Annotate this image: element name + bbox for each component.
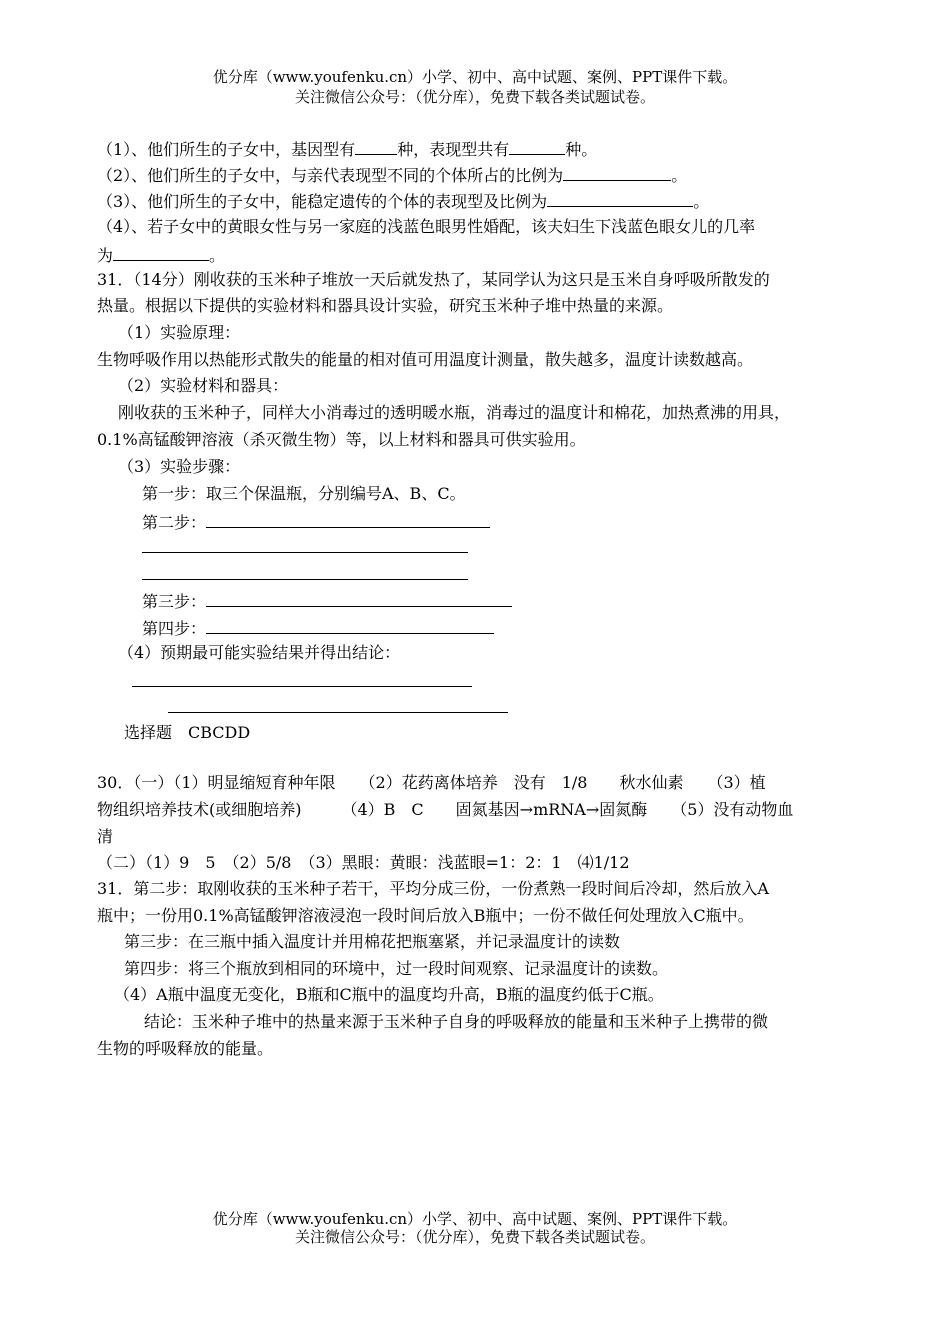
answer-blank[interactable] xyxy=(547,190,693,207)
answer-30-line-2: 物组织培养技术(或细胞培养) （4）B C 固氮基因→mRNA→固氮酶 （5）没有动物血 xyxy=(97,800,794,819)
answer-30-line-4: （二）（1）9 5 （2）5/8 （3）黑眼：黄眼：浅蓝眼=1：2：1 ⑷1/12 xyxy=(97,853,630,872)
question-1-text-b: 种，表现型共有 xyxy=(397,140,510,159)
question-2-text-a: （2）、他们所生的子女中，与亲代表现型不同的个体所占的比例为 xyxy=(97,166,564,185)
question-4-line-2 xyxy=(97,244,225,266)
question-2 xyxy=(97,164,687,186)
header-line-2: 关注微信公众号：（优分库），免费下载各类试题试卷。 xyxy=(294,88,655,106)
footer-line-1: 优分库（www.youfenku.cn）小学、初中、高中试题、案例、PPT课件下载。 xyxy=(212,1210,738,1228)
answer-31-line-3: 第三步：在三瓶中插入温度计并用棉花把瓶塞紧，并记录温度计的读数 xyxy=(124,932,621,951)
q31-step-3-label: 第三步： xyxy=(142,592,207,611)
answer-blank[interactable] xyxy=(355,138,397,155)
footer-line-2: 关注微信公众号：（优分库），免费下载各类试题试卷。 xyxy=(294,1228,655,1246)
q31-predict-title: （4）预期最可能实验结果并得出结论： xyxy=(118,643,401,662)
question-1-text-a: （1）、他们所生的子女中，基因型有 xyxy=(97,140,356,159)
answer-30-line-3: 清 xyxy=(97,827,114,846)
answer-31-line-4: 第四步：将三个瓶放到相同的环境中，过一段时间观察、记录温度计的读数。 xyxy=(124,959,669,978)
answer-31-line-2: 瓶中；一份用0.1%高锰酸钾溶液浸泡一段时间后放入B瓶中；一份不做任何处理放入C瓶中。 xyxy=(97,906,754,925)
q31-step-2 xyxy=(142,511,490,533)
q31-intro-line-2: 热量。根据以下提供的实验材料和器具设计实验，研究玉米种子堆中热量的来源。 xyxy=(97,296,674,315)
answer-31-line-6: 结论：玉米种子堆中的热量来源于玉米种子自身的呼吸释放的能量和玉米种子上携带的微 xyxy=(144,1012,769,1031)
answer-31-line-5: （4）A瓶中温度无变化，B瓶和C瓶中的温度均升高，B瓶的温度约低于C瓶。 xyxy=(114,985,664,1004)
header-line-1: 优分库（www.youfenku.cn）小学、初中、高中试题、案例、PPT课件下载。 xyxy=(212,68,738,86)
answer-choice: 选择题 CBCDD xyxy=(124,723,251,742)
answer-line[interactable] xyxy=(132,686,472,687)
answer-blank[interactable] xyxy=(563,164,671,181)
answer-line[interactable] xyxy=(142,579,468,580)
q31-step-1: 第一步：取三个保温瓶，分别编号A、B、C。 xyxy=(142,484,466,503)
question-4-text-b: 为 xyxy=(97,246,114,265)
answer-blank[interactable] xyxy=(206,617,494,634)
question-1 xyxy=(97,138,597,160)
q31-materials-line-2: 0.1%高锰酸钾溶液（杀灭微生物）等，以上材料和器具可供实验用。 xyxy=(97,430,586,449)
question-4-text-c: 。 xyxy=(209,246,226,265)
question-2-text-b: 。 xyxy=(671,166,688,185)
answer-blank[interactable] xyxy=(206,511,490,528)
q31-materials-title: （2）实验材料和器具： xyxy=(118,376,289,395)
answer-line[interactable] xyxy=(142,552,468,553)
answer-blank[interactable] xyxy=(113,244,209,261)
q31-steps-title: （3）实验步骤： xyxy=(118,457,241,476)
answer-blank[interactable] xyxy=(206,590,512,607)
question-1-text-c: 种。 xyxy=(565,140,598,159)
answer-31-line-1: 31．第二步：取刚收获的玉米种子若干，平均分成三份，一份煮熟一段时间后冷却，然后放入A xyxy=(97,879,769,898)
q31-step-2-label: 第二步： xyxy=(142,513,207,532)
question-4-line-1: （4）、若子女中的黄眼女性与另一家庭的浅蓝色眼男性婚配，该夫妇生下浅蓝色眼女儿的几率 xyxy=(97,217,756,236)
q31-step-3 xyxy=(142,590,512,612)
q31-principle: 生物呼吸作用以热能形式散失的能量的相对值可用温度计测量，散失越多，温度计读数越高。 xyxy=(97,350,754,369)
q31-materials-line-1: 刚收获的玉米种子，同样大小消毒过的透明暖水瓶，消毒过的温度计和棉花，加热煮沸的用具， xyxy=(118,403,791,422)
answer-line[interactable] xyxy=(168,712,508,713)
question-3 xyxy=(97,190,709,212)
question-3-text-b: 。 xyxy=(693,192,710,211)
q31-principle-title: （1）实验原理： xyxy=(118,323,241,342)
answer-31-line-7: 生物的呼吸释放的能量。 xyxy=(97,1039,274,1058)
q31-step-4 xyxy=(142,617,494,639)
answer-30-line-1: 30．（一）（1）明显缩短育种年限 （2）花药离体培养 没有 1/8 秋水仙素 （3）植 xyxy=(97,773,766,792)
question-3-text-a: （3）、他们所生的子女中，能稳定遗传的个体的表现型及比例为 xyxy=(97,192,548,211)
q31-step-4-label: 第四步： xyxy=(142,619,207,638)
answer-blank[interactable] xyxy=(509,138,565,155)
q31-intro-line-1: 31．（14分）刚收获的玉米种子堆放一天后就发热了，某同学认为这只是玉米自身呼吸所散发的 xyxy=(97,270,770,289)
